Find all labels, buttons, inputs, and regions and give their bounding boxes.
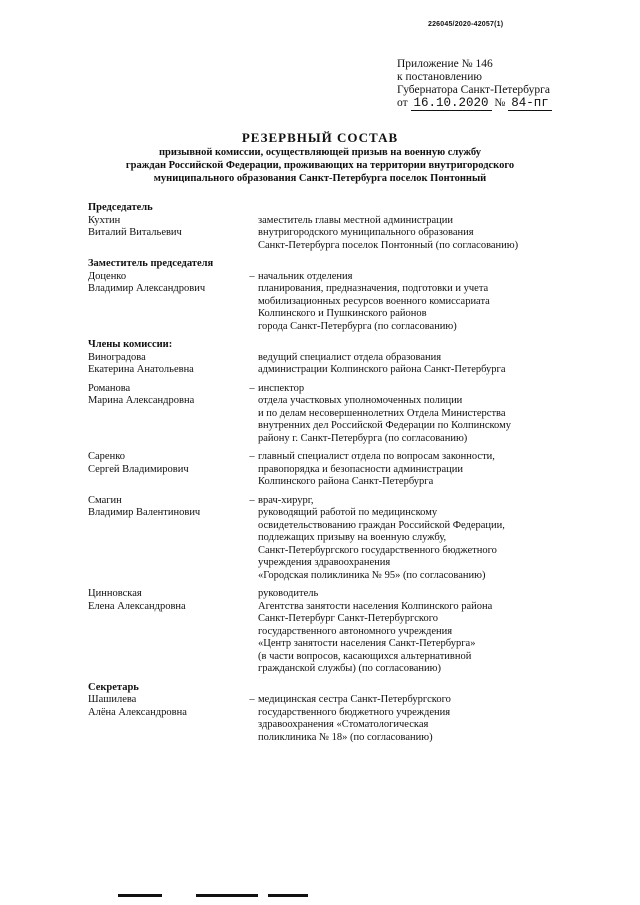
member-position-line: Колпинского и Пушкинского районов bbox=[258, 308, 427, 319]
member-row bbox=[88, 694, 598, 744]
member-position-line: планирования, предназначения, подготовки и учета bbox=[258, 283, 489, 294]
member-position-line: внутригородского муниципального образования bbox=[258, 227, 474, 238]
member-position-line: району г. Санкт-Петербурга (по согласованию) bbox=[258, 432, 468, 444]
member-name-line: Сергей Владимирович bbox=[88, 463, 189, 475]
member-position-line: и по делам несовершеннолетних Отдела Министерства bbox=[258, 407, 506, 419]
member-position-line: заместитель главы местной администрации bbox=[258, 214, 454, 226]
member-name-line: Романова bbox=[88, 382, 131, 394]
member-position-line: здравоохранения «Стоматологическая bbox=[258, 719, 429, 730]
member-name bbox=[88, 588, 246, 676]
member-position-line: мобилизационных ресурсов военного комиссариата bbox=[258, 295, 490, 307]
member-dash: – bbox=[249, 694, 255, 705]
member-name bbox=[88, 352, 246, 377]
roster-group bbox=[88, 202, 598, 252]
member-row bbox=[88, 495, 598, 583]
member-name-line: Шашилева bbox=[88, 694, 137, 705]
member-row bbox=[88, 451, 598, 489]
member-dash: – bbox=[249, 382, 255, 394]
member-position-line: врач-хирург, bbox=[258, 494, 314, 506]
member-position-line: города Санкт-Петербурга (по согласованию) bbox=[258, 320, 457, 332]
title-line-1: призывной комиссии, осуществляющей призыв на военную службу bbox=[159, 147, 481, 158]
member-name-line: Владимир Валентинович bbox=[88, 507, 201, 518]
member-position bbox=[258, 451, 598, 489]
title-line-2: граждан Российской Федерации, проживающих на территории внутригородского bbox=[125, 160, 515, 171]
scan-edge-mark bbox=[118, 894, 162, 897]
roster-group bbox=[88, 682, 598, 745]
number-prefix: № bbox=[494, 97, 506, 109]
member-position-line: руководящий работой по медицинскому bbox=[258, 507, 438, 518]
member-position-line: начальник отделения bbox=[258, 270, 353, 282]
member-position-line: подлежащих призыву на военную службу, bbox=[258, 532, 447, 543]
member-position-line: отдела участковых уполномоченных полиции bbox=[258, 395, 463, 406]
member-name bbox=[88, 215, 246, 253]
member-position bbox=[258, 588, 598, 676]
member-position bbox=[258, 215, 598, 253]
member-name-line: Алёна Александровна bbox=[88, 706, 187, 718]
title-main: РЕЗЕРВНЫЙ СОСТАВ bbox=[241, 130, 399, 145]
annex-order-number: 84-пг bbox=[508, 97, 552, 111]
member-name-line: Доценко bbox=[88, 270, 127, 282]
annex-ref: к постановлению bbox=[397, 71, 482, 83]
date-prefix: от bbox=[397, 97, 408, 109]
member-position-line: медицинская сестра Санкт-Петербургского bbox=[258, 694, 451, 705]
member-name-line: Екатерина Анатольевна bbox=[88, 364, 194, 375]
member-name-line: Марина Александровна bbox=[88, 395, 195, 406]
member-name-line: Цинновская bbox=[88, 588, 142, 599]
annex-header bbox=[397, 58, 552, 111]
member-position-line: главный специалист отдела по вопросам законности, bbox=[258, 451, 495, 462]
member-name bbox=[88, 383, 246, 446]
member-position-line: руководитель bbox=[258, 588, 319, 599]
annex-number: Приложение № 146 bbox=[397, 58, 493, 70]
member-position-line: инспектор bbox=[258, 382, 305, 394]
scan-edge-mark bbox=[268, 894, 308, 897]
member-name-line: Смагин bbox=[88, 494, 122, 506]
member-name-line: Владимир Александрович bbox=[88, 283, 206, 294]
member-position-line: освидетельствованию граждан Российской Федерации, bbox=[258, 519, 505, 531]
member-position-line: (в части вопросов, касающихся альтернативной bbox=[258, 650, 472, 662]
member-position bbox=[258, 383, 598, 446]
member-position-line: Санкт-Петербургского государственного бюджетного bbox=[258, 544, 497, 556]
annex-date: 16.10.2020 bbox=[411, 97, 492, 111]
document-title bbox=[0, 130, 640, 185]
member-position-line: ведущий специалист отдела образования bbox=[258, 351, 442, 363]
group-heading: Заместитель председателя bbox=[88, 258, 214, 269]
group-heading: Члены комиссии: bbox=[88, 339, 173, 350]
member-row bbox=[88, 588, 598, 676]
member-name bbox=[88, 495, 246, 583]
member-position-line: поликлиника № 18» (по согласованию) bbox=[258, 731, 433, 743]
annex-issuer: Губернатора Санкт-Петербурга bbox=[397, 84, 550, 96]
member-position bbox=[258, 495, 598, 583]
roster-group bbox=[88, 258, 598, 333]
member-name bbox=[88, 451, 246, 489]
member-name-line: Саренко bbox=[88, 451, 126, 462]
member-name-line: Виноградова bbox=[88, 351, 146, 363]
member-dash: – bbox=[249, 494, 255, 506]
member-dash: – bbox=[249, 451, 255, 462]
member-position bbox=[258, 694, 598, 744]
member-name-line: Кухтин bbox=[88, 214, 121, 226]
member-position bbox=[258, 352, 598, 377]
annex-date-line bbox=[397, 97, 552, 111]
member-row bbox=[88, 352, 598, 377]
member-position-line: государственного автономного учреждения bbox=[258, 625, 453, 637]
member-name-line: Виталий Витальевич bbox=[88, 227, 182, 238]
member-position-line: «Центр занятости населения Санкт-Петербурга» bbox=[258, 638, 476, 649]
member-name bbox=[88, 271, 246, 334]
group-heading: Председатель bbox=[88, 202, 153, 213]
roster-group bbox=[88, 339, 598, 676]
member-dash bbox=[246, 215, 258, 253]
member-position-line: правопорядка и безопасности администрации bbox=[258, 463, 463, 475]
member-position-line: внутренних дел Российской Федерации по Колпинскому bbox=[258, 420, 511, 431]
member-name bbox=[88, 694, 246, 744]
member-row bbox=[88, 271, 598, 334]
member-position bbox=[258, 271, 598, 334]
member-dash: – bbox=[249, 270, 255, 282]
member-position-line: государственного бюджетного учреждения bbox=[258, 706, 451, 718]
member-position-line: Санкт-Петербурга поселок Понтонный (по согласованию) bbox=[258, 239, 519, 251]
member-name-line: Елена Александровна bbox=[88, 600, 186, 612]
member-position-line: Колпинского района Санкт-Петербурга bbox=[258, 476, 434, 487]
member-dash bbox=[246, 352, 258, 377]
member-dash bbox=[246, 588, 258, 676]
scan-edge-mark bbox=[196, 894, 258, 897]
document-id: 226045/2020-42057(1) bbox=[428, 21, 504, 28]
member-position-line: гражданской службы) (по согласованию) bbox=[258, 663, 442, 674]
member-position-line: Агентства занятости населения Колпинского района bbox=[258, 600, 493, 612]
commission-roster bbox=[88, 202, 598, 750]
member-position-line: учреждения здравоохранения bbox=[258, 557, 391, 568]
member-position-line: Санкт-Петербург Санкт-Петербургского bbox=[258, 613, 439, 624]
group-heading: Секретарь bbox=[88, 681, 139, 693]
member-row bbox=[88, 383, 598, 446]
member-position-line: администрации Колпинского района Санкт-Петербурга bbox=[258, 364, 506, 375]
member-position-line: «Городская поликлиника № 95» (по согласованию) bbox=[258, 569, 486, 581]
member-row bbox=[88, 215, 598, 253]
title-line-3: муниципального образования Санкт-Петербурга поселок Понтонный bbox=[153, 173, 487, 184]
